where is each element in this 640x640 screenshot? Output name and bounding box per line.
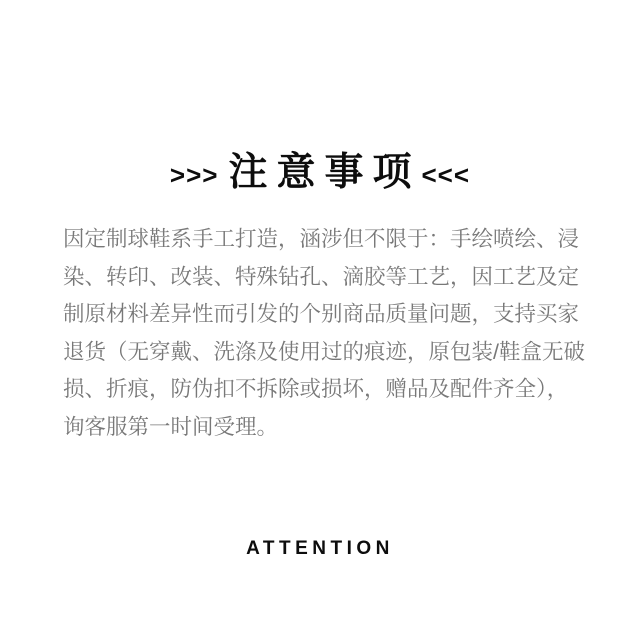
notice-title-row [0, 148, 640, 196]
notice-line: 退货（无穿戴、洗涤及使用过的痕迹，原包装/鞋盒无破 [63, 339, 585, 364]
title-right-chevrons-icon: >>> [169, 160, 219, 190]
notice-line: 询客服第一时间受理。 [63, 414, 279, 439]
notice-line: 因定制球鞋系手工打造，涵涉但不限于：手绘喷绘、浸 [63, 227, 580, 251]
notice-line: 染、转印、改装、特殊钻孔、滴胶等工艺，因工艺及定 [63, 264, 580, 289]
title-left-chevrons-icon: <<< [421, 160, 471, 190]
notice-title: 注意事项 [228, 150, 421, 194]
attention-footer-label: ATTENTION [246, 538, 394, 559]
notice-line: 制原材料差异性而引发的个别商品质量问题，支持买家 [63, 302, 580, 327]
notice-paragraph [63, 221, 583, 447]
notice-line: 损、折痕，防伪扣不拆除或损坏，赠品及配件齐全）， [63, 377, 569, 402]
